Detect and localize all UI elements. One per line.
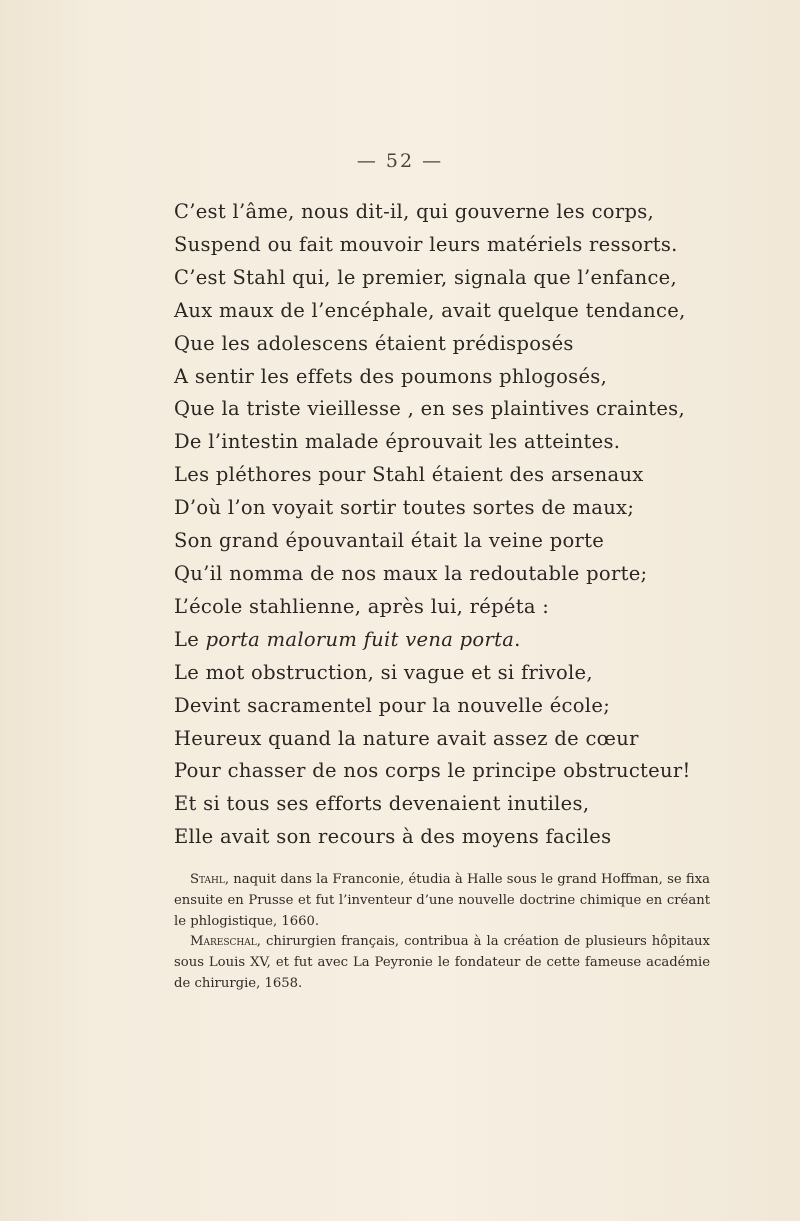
verse-line: Son grand épouvantail était la veine porte — [174, 529, 605, 553]
verse-line: Suspend ou fait mouvoir leurs matériels ressorts. — [174, 232, 678, 256]
footnote-mareschal — [174, 932, 710, 994]
latin-quote: porta malorum fuit vena porta — [205, 627, 515, 651]
verse-line: Les pléthores pour Stahl étaient des arsenaux — [174, 463, 644, 487]
verse-line: De l’intestin malade éprouvait les atteintes. — [174, 430, 621, 454]
verse-line: A sentir les effets des poumons phlogosés, — [174, 364, 608, 388]
verse-line: Devint sacramentel pour la nouvelle école; — [174, 693, 611, 717]
footnote-name: Mareschal — [190, 934, 257, 950]
footnote-stahl — [174, 870, 710, 932]
verse-line: Le mot obstruction, si vague et si frivole, — [174, 660, 593, 684]
footnote-text: , naquit dans la Franconie, étudia à Halle sous le grand Hoffman, se fixa ensuite en Prusse et fut l’inventeur d’une nouvelle doctrine chimique en créant le phlogistique, 1660. — [174, 872, 710, 929]
verse-line: Aux maux de l’encéphale, avait quelque tendance, — [174, 298, 686, 322]
verse-line: Qu’il nomma de nos maux la redoutable porte; — [174, 561, 648, 585]
verse-block — [174, 196, 734, 854]
verse-line: Heureux quand la nature avait assez de cœur — [174, 726, 639, 750]
verse-line: Et si tous ses efforts devenaient inutiles, — [174, 792, 590, 816]
latin-suffix: . — [514, 627, 521, 651]
verse-line: C’est Stahl qui, le premier, signala que l’enfance, — [174, 265, 677, 289]
verse-line: Que la triste vieillesse , en ses plaintives craintes, — [174, 397, 685, 421]
verse-line: Elle avait son recours à des moyens faciles — [174, 825, 612, 849]
verse-line: Pour chasser de nos corps le principe obstructeur! — [174, 759, 691, 783]
latin-prefix: Le — [174, 627, 206, 651]
footnotes — [174, 870, 710, 995]
verse-line: C’est l’âme, nous dit-il, qui gouverne les corps, — [174, 200, 655, 223]
verse-line: D’où l’on voyait sortir toutes sortes de maux; — [174, 496, 635, 520]
verse-line-latin — [174, 624, 734, 657]
verse-line: Que les adolescens étaient prédisposés — [174, 331, 574, 355]
verse-line: L’école stahlienne, après lui, répéta : — [174, 594, 550, 618]
footnote-text: , chirurgien français, contribua à la création de plusieurs hôpitaux sous Louis XV, et fut avec La Peyronie le fondateur de cette fameuse académie de chirurgie, 1658. — [174, 934, 710, 991]
page-number: — 52 — — [356, 150, 444, 172]
footnote-name: Stahl — [190, 872, 225, 887]
